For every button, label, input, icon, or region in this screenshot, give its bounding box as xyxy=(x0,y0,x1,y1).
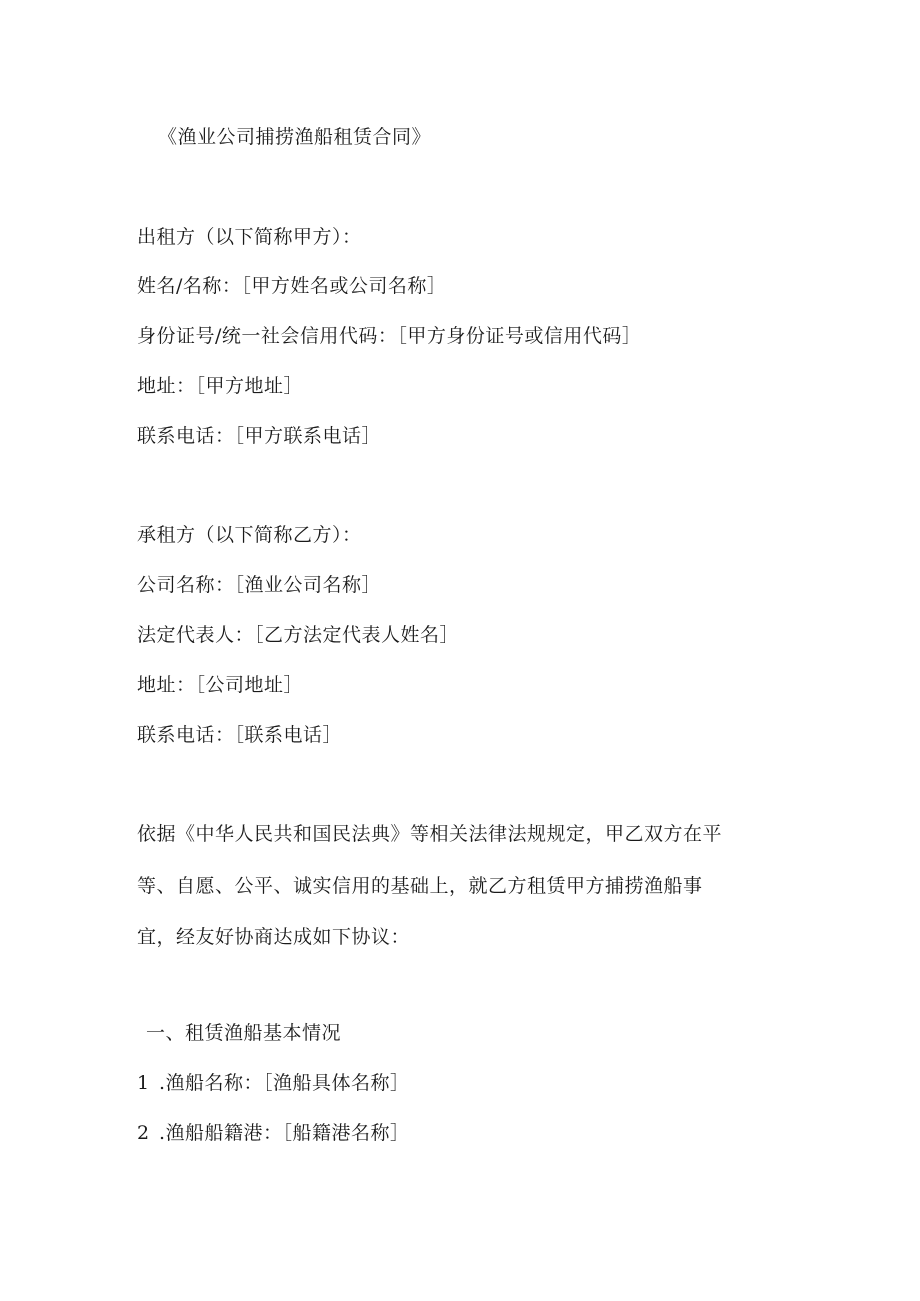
section-1-item-2 xyxy=(137,1121,410,1145)
lessee-company: 公司名称：［渔业公司名称］ xyxy=(137,574,382,596)
lessor-id: 身份证号/统一社会信用代码：［甲方身份证号或信用代码］ xyxy=(137,325,642,347)
lessor-phone: 联系电话：［甲方联系电话］ xyxy=(137,425,382,447)
item-number: 2 xyxy=(137,1122,150,1144)
preamble-line-1: 依据《中华人民共和国民法典》等相关法律法规规定，甲乙双方在平 xyxy=(137,823,723,845)
lessee-representative: 法定代表人：［乙方法定代表人姓名］ xyxy=(137,624,460,646)
item-text: .渔船船籍港：［船籍港名称］ xyxy=(159,1122,410,1144)
item-number: 1 xyxy=(137,1072,150,1094)
lessor-address: 地址：［甲方地址］ xyxy=(137,375,304,397)
lessee-heading: 承租方（以下简称乙方）： xyxy=(137,524,362,546)
document-title: 《渔业公司捕捞渔船租赁合同》 xyxy=(158,126,432,148)
lessee-phone: 联系电话：［联系电话］ xyxy=(137,724,343,746)
preamble-line-3: 宜，经友好协商达成如下协议： xyxy=(137,926,411,948)
item-text: .渔船名称：［渔船具体名称］ xyxy=(159,1072,410,1094)
section-1-heading: 一、租赁渔船基本情况 xyxy=(146,1022,342,1044)
preamble-line-2: 等、自愿、公平、诚实信用的基础上，就乙方租赁甲方捕捞渔船事 xyxy=(137,875,703,897)
lessor-heading: 出租方（以下简称甲方）： xyxy=(137,226,362,248)
lessee-address: 地址：［公司地址］ xyxy=(137,674,304,696)
section-1-item-1 xyxy=(137,1071,410,1095)
lessor-name: 姓名/名称：［甲方姓名或公司名称］ xyxy=(137,275,447,297)
